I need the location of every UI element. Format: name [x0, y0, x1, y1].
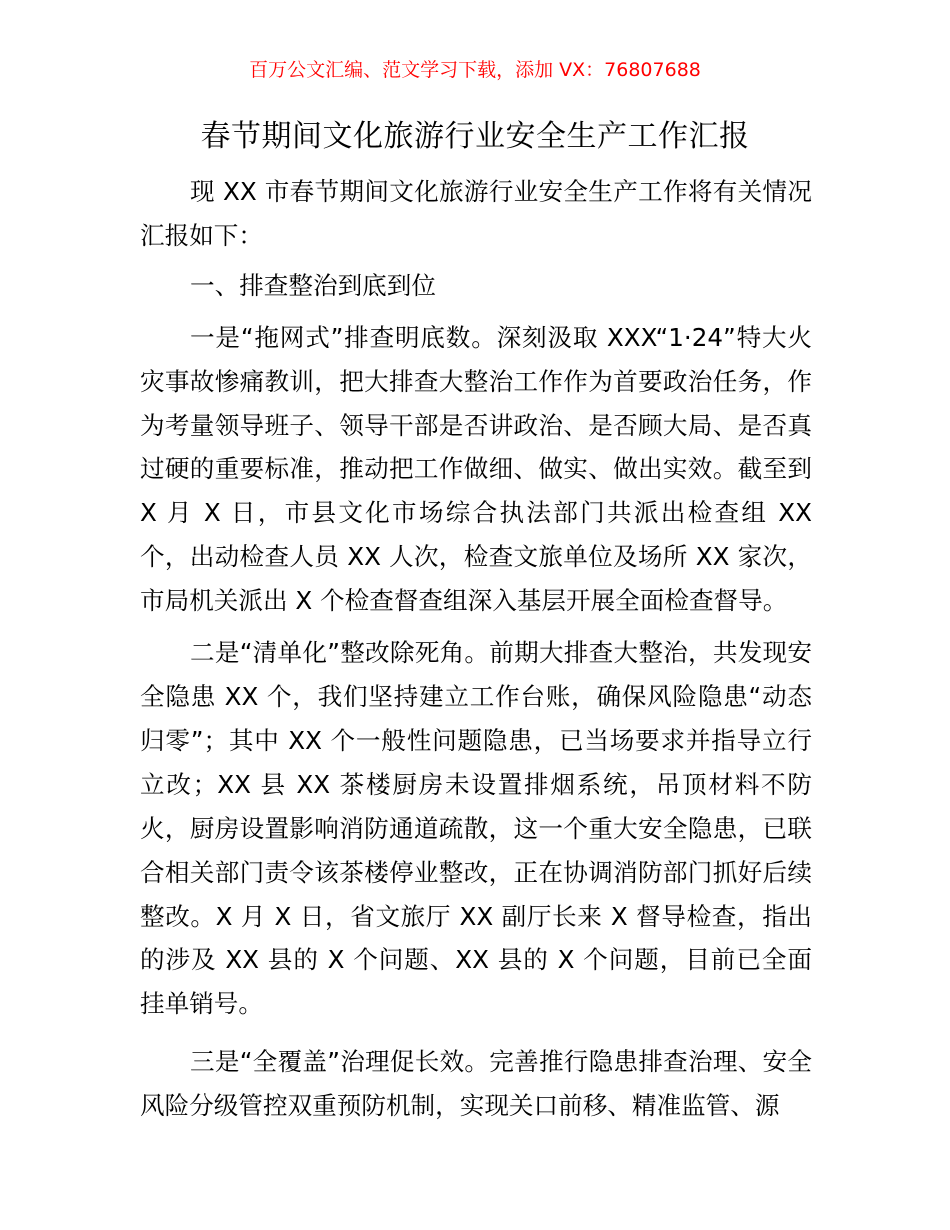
watermark-header: 百万公文汇编、范文学习下载，添加 VX：76807688 — [249, 59, 701, 81]
body-paragraph: 三是“全覆盖”治理促长效。完善推行隐患排查治理、安全风险分级管控双重预防机制，实现关口前移、精准监管、源 — [140, 1047, 812, 1121]
document-body — [140, 170, 812, 1128]
body-paragraph: 一是“拖网式”排查明底数。深刻汲取 XXX“1·24”特大火灾事故惨痛教训，把大排查大整治工作作为首要政治任务，作为考量领导班子、领导干部是否讲政治、是否顾大局、是否真过硬的重要标准，推动把工作做细、做实、做出实效。截至到 X 月 X 日，市县文化市场综合执法部门共派出检查组 XX 个，出动检查人员 XX 人次，检查文旅单位及场所 XX 家次，市局机关派出 X 个检查督查组深入基层开展全面检查督导。 — [140, 322, 812, 616]
body-paragraph: 二是“清单化”整改除死角。前期大排查大整治，共发现安全隐患 XX 个，我们坚持建立工作台账，确保风险隐患“动态归零”；其中 XX 个一般性问题隐患，已当场要求并指导立行立改；XX 县 XX 茶楼厨房未设置排烟系统，吊顶材料不防火，厨房设置影响消防通道疏散，这一个重大安全隐患，已联合相关部门责令该茶楼停业整改，正在协调消防部门抓好后续整改。X 月 X 日，省文旅厅 XX 副厅长来 X 督导检查，指出的涉及 XX 县的 X 个问题、XX 县的 X 个问题，目前已全面挂单销号。 — [140, 638, 812, 1019]
document-title: 春节期间文化旅游行业安全生产工作汇报 — [200, 119, 750, 154]
intro-paragraph: 现 XX 市春节期间文化旅游行业安全生产工作将有关情况汇报如下： — [140, 177, 812, 250]
section-heading: 一、排查整治到底到位 — [190, 270, 436, 300]
